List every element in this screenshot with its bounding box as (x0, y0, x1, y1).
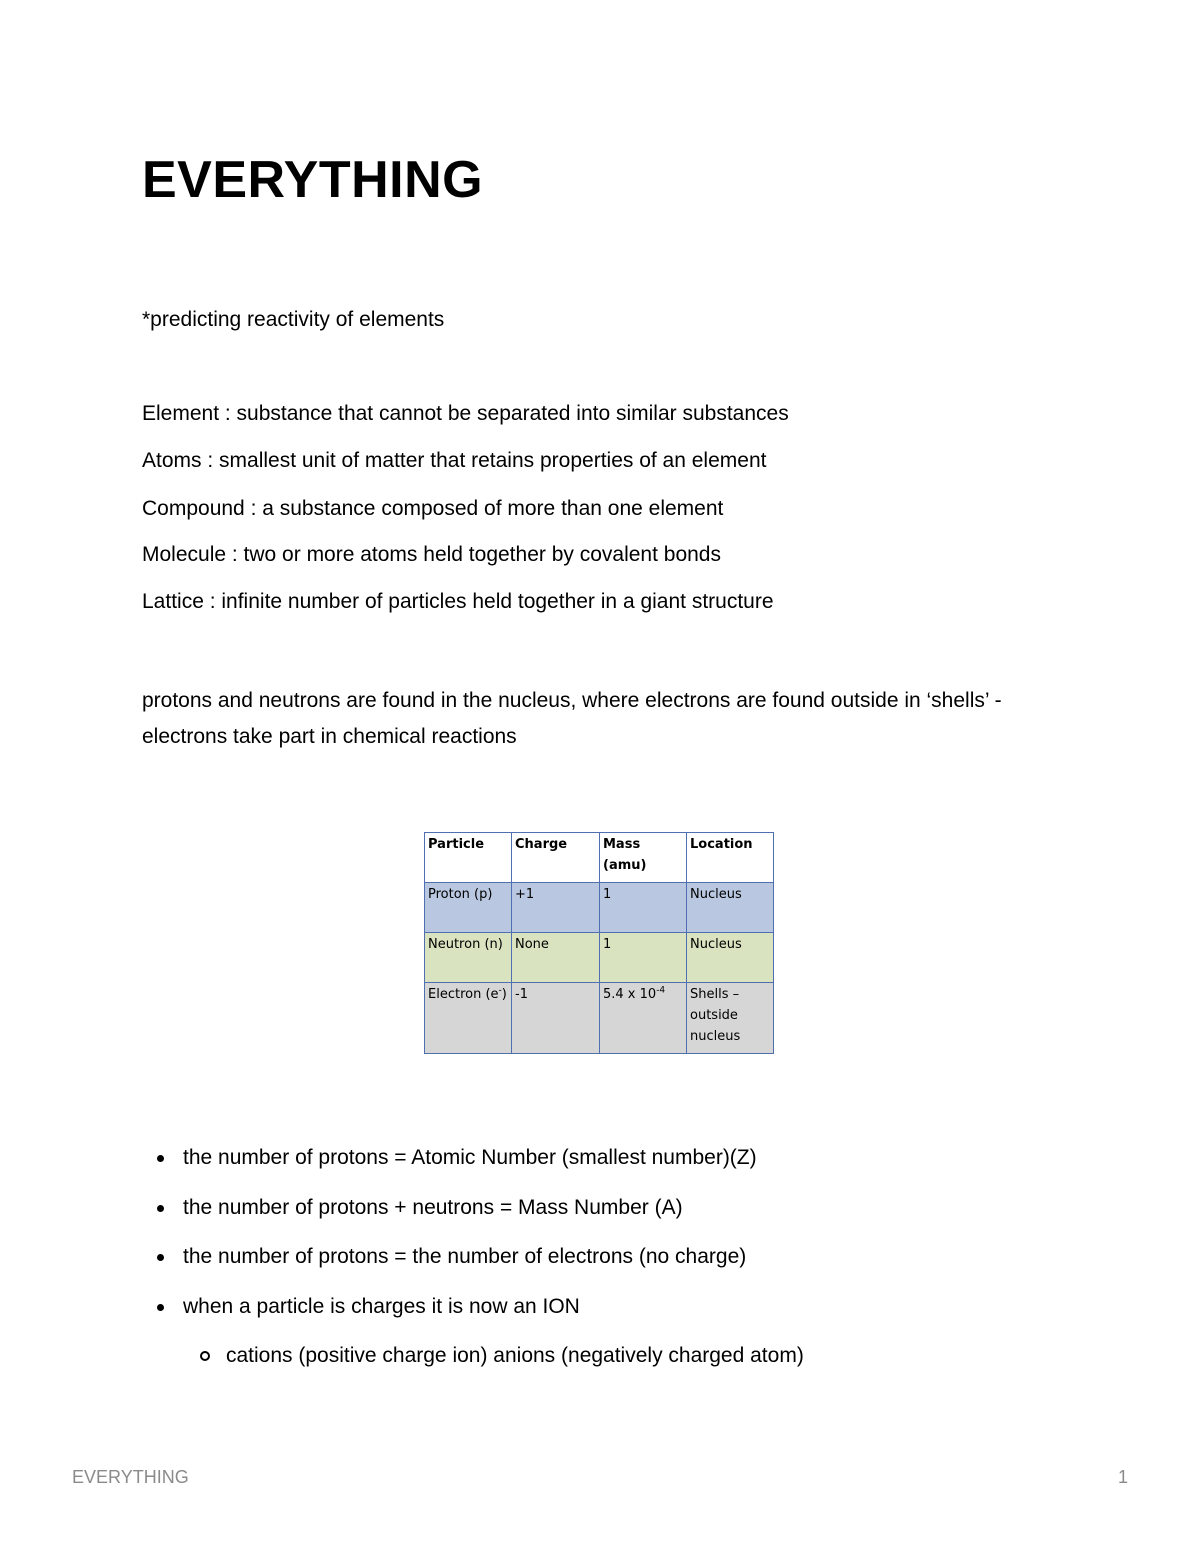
header-particle: Particle (425, 833, 512, 883)
subtitle-note: *predicting reactivity of elements (142, 308, 445, 331)
definition-compound: Compound : a substance composed of more than one element (142, 497, 724, 520)
cell-location: Nucleus (687, 933, 774, 983)
particle-text-end: ) (501, 987, 507, 1002)
table-row-neutron (425, 933, 774, 983)
nucleus-paragraph: protons and neutrons are found in the nucleus, where electrons are found outside in ‘shells’ - electrons take part in chemical reactions (142, 689, 1002, 748)
list-item-text: when a particle is charges it is now an ION (183, 1294, 580, 1318)
list-item-text: the number of protons = the number of electrons (no charge) (183, 1245, 747, 1268)
table-row-electron (425, 983, 774, 1054)
cell-particle (425, 983, 512, 1054)
particle-superscript: - (498, 985, 502, 996)
mass-superscript: -4 (656, 985, 666, 996)
sub-list-item-text: cations (positive charge ion) anions (negatively charged atom) (226, 1344, 804, 1367)
table-row-proton (425, 883, 774, 933)
header-mass: Mass (amu) (600, 833, 687, 883)
definition-molecule: Molecule : two or more atoms held together by covalent bonds (142, 543, 721, 566)
page-title: EVERYTHING (142, 151, 484, 209)
bullet-icon (157, 1304, 164, 1311)
cell-charge: None (512, 933, 600, 983)
particle-text: Electron (e (428, 987, 499, 1002)
bullet-list (142, 1140, 804, 1388)
list-item (142, 1140, 804, 1190)
header-charge: Charge (512, 833, 600, 883)
header-location: Location (687, 833, 774, 883)
cell-location: Nucleus (687, 883, 774, 933)
cell-location: Shells – outside nucleus (687, 983, 774, 1054)
definition-atoms: Atoms : smallest unit of matter that retains properties of an element (142, 449, 767, 472)
list-item (142, 1239, 804, 1289)
cell-mass: 1 (600, 933, 687, 983)
definition-lattice: Lattice : infinite number of particles held together in a giant structure (142, 590, 774, 613)
definition-element: Element : substance that cannot be separated into similar substances (142, 402, 789, 425)
bullet-icon (157, 1205, 164, 1212)
sub-list-item (142, 1338, 804, 1388)
list-item (142, 1289, 804, 1339)
hollow-bullet-icon (200, 1351, 210, 1361)
footer-title: EVERYTHING (72, 1467, 189, 1487)
cell-particle: Proton (p) (425, 883, 512, 933)
list-item-text: the number of protons = Atomic Number (smallest number)(Z) (183, 1146, 757, 1169)
cell-mass: 1 (600, 883, 687, 933)
cell-charge: -1 (512, 983, 600, 1054)
bullet-icon (157, 1155, 164, 1162)
cell-particle: Neutron (n) (425, 933, 512, 983)
list-item-text: the number of protons + neutrons = Mass Number (A) (183, 1195, 683, 1219)
bullet-icon (157, 1254, 164, 1261)
table-header-row (425, 833, 774, 883)
mass-text: 5.4 x 10 (603, 987, 657, 1002)
cell-charge: +1 (512, 883, 600, 933)
particle-table (424, 832, 774, 1054)
list-item (142, 1190, 804, 1240)
cell-mass (600, 983, 687, 1054)
page-number: 1 (1117, 1467, 1128, 1487)
